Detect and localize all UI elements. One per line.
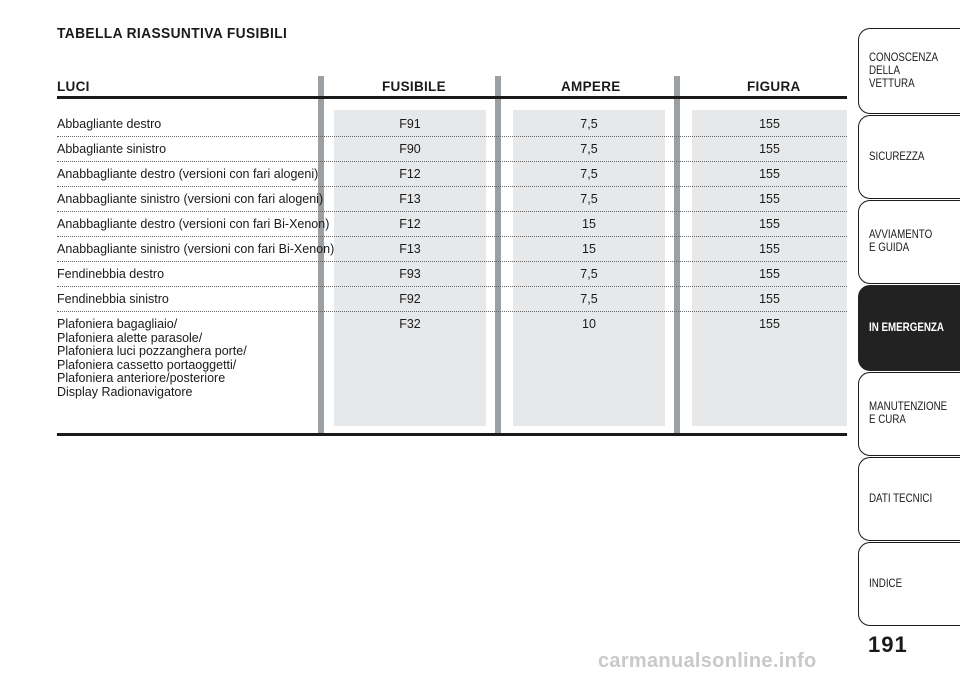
cell-ampere: 7,5	[580, 167, 598, 181]
header-rule	[57, 96, 847, 99]
cell-luci	[57, 243, 334, 257]
cell-ampere: 15	[582, 217, 596, 231]
luci-line: Fendinebbia destro	[57, 267, 165, 281]
tab-label: E GUIDA	[869, 242, 910, 254]
cell-luci	[57, 168, 318, 182]
tab-label: DATI TECNICI	[869, 492, 933, 505]
cell-luci	[57, 293, 169, 307]
cell-figura: 155	[759, 267, 780, 281]
cell-ampere: 7,5	[580, 267, 598, 281]
header-ampere: AMPERE	[561, 79, 621, 94]
luci-line: Anabbagliante destro (versioni con fari alogeni)	[57, 167, 319, 181]
luci-line: Plafoniera cassetto portaoggetti/	[57, 357, 237, 372]
luci-line: Plafoniera bagagliaio/	[57, 317, 178, 331]
cell-ampere: 15	[582, 242, 596, 256]
tab-label: CONOSCENZA	[869, 51, 938, 64]
cell-figura: 155	[759, 117, 780, 131]
cell-figura: 155	[759, 167, 780, 181]
row-separator	[57, 311, 847, 312]
tab-dati-tecnici[interactable]	[858, 457, 960, 541]
tab-avviamento-e-guida[interactable]	[858, 200, 960, 284]
tab-label: MANUTENZIONE	[869, 401, 948, 413]
cell-fusibile: F13	[399, 192, 421, 206]
tab-label: E CURA	[869, 414, 906, 426]
column-divider	[495, 76, 501, 436]
row-separator	[57, 136, 847, 137]
header-figura: FIGURA	[747, 79, 801, 94]
luci-line: Plafoniera luci pozzanghera porte/	[57, 344, 247, 358]
luci-line: Fendinebbia sinistro	[57, 292, 169, 306]
cell-figura: 155	[759, 142, 780, 156]
page-title: TABELLA RIASSUNTIVA FUSIBILI	[57, 26, 288, 42]
cell-ampere: 7,5	[580, 117, 598, 131]
cell-figura: 155	[759, 242, 780, 256]
cell-luci	[57, 218, 329, 232]
tab-label: AVVIAMENTO	[869, 229, 933, 241]
luci-line: Plafoniera anteriore/posteriore	[57, 371, 226, 385]
tab-sicurezza[interactable]	[858, 115, 960, 199]
luci-line: Abbagliante sinistro	[57, 142, 167, 156]
cell-figura: 155	[759, 292, 780, 306]
luci-line: Plafoniera alette parasole/	[57, 330, 203, 345]
luci-line: Anabbagliante sinistro (versioni con fari alogeni)	[57, 192, 324, 206]
tab-label: VETTURA	[869, 77, 915, 90]
tab-in-emergenza[interactable]	[858, 285, 960, 371]
luci-line: Abbagliante destro	[57, 117, 162, 131]
cell-figura: 155	[759, 217, 780, 231]
cell-fusibile: F93	[399, 267, 421, 281]
page-number: 191	[868, 632, 908, 657]
cell-fusibile: F32	[399, 317, 421, 331]
luci-line: Anabbagliante destro (versioni con fari Bi-Xenon)	[57, 217, 330, 231]
tab-manutenzione-e-cura[interactable]	[858, 372, 960, 456]
luci-line: Display Radionavigatore	[57, 384, 193, 399]
cell-fusibile: F12	[399, 217, 421, 231]
cell-figura: 155	[759, 317, 780, 331]
tab-conoscenza-della-vettura[interactable]	[858, 28, 960, 114]
cell-ampere: 7,5	[580, 192, 598, 206]
row-separator	[57, 211, 847, 212]
watermark: carmanualsonline.info	[598, 650, 817, 672]
cell-fusibile: F90	[399, 142, 421, 156]
row-separator	[57, 161, 847, 162]
cell-luci	[57, 193, 323, 207]
cell-luci	[57, 318, 247, 399]
header-fusibile: FUSIBILE	[382, 79, 446, 94]
tab-label: IN EMERGENZA	[869, 321, 944, 334]
cell-luci	[57, 118, 161, 132]
row-separator	[57, 286, 847, 287]
tab-label: SICUREZZA	[869, 150, 925, 163]
row-separator	[57, 186, 847, 187]
cell-ampere: 10	[582, 317, 596, 331]
cell-fusibile: F91	[399, 117, 421, 131]
cell-luci	[57, 143, 166, 157]
luci-line: Anabbagliante sinistro (versioni con fari Bi-Xenon)	[57, 242, 335, 256]
cell-ampere: 7,5	[580, 292, 598, 306]
column-divider	[674, 76, 680, 436]
cell-fusibile: F13	[399, 242, 421, 256]
cell-figura: 155	[759, 192, 780, 206]
tab-label: DELLA	[869, 64, 900, 77]
table-bottom-rule	[57, 433, 847, 436]
tab-label: INDICE	[869, 577, 903, 590]
header-luci: LUCI	[57, 79, 90, 94]
row-separator	[57, 261, 847, 262]
cell-fusibile: F12	[399, 167, 421, 181]
cell-fusibile: F92	[399, 292, 421, 306]
row-separator	[57, 236, 847, 237]
cell-luci	[57, 268, 164, 282]
tab-indice[interactable]	[858, 542, 960, 626]
cell-ampere: 7,5	[580, 142, 598, 156]
